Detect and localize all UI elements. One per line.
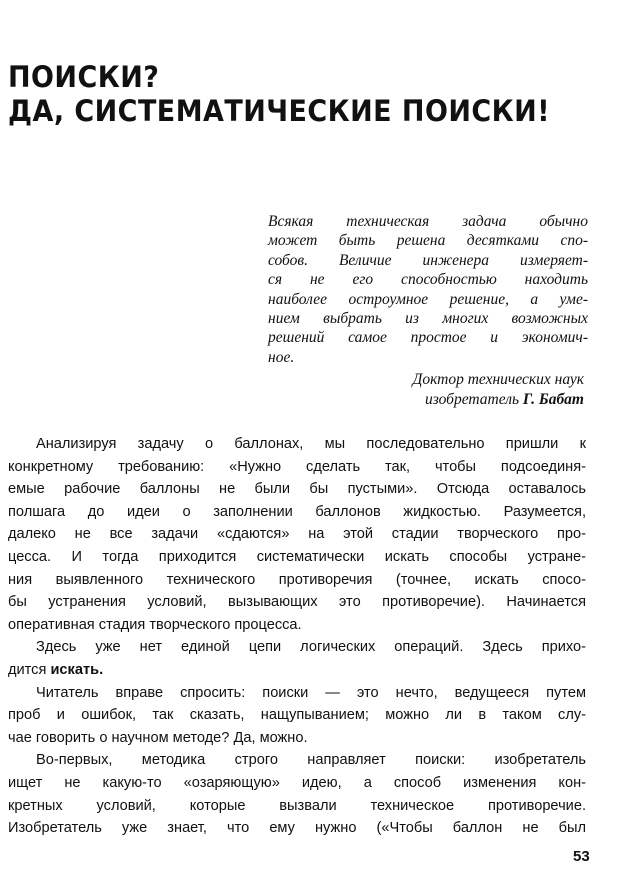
attribution-title: Доктор технических наук	[412, 371, 584, 388]
paragraph-line: Здесь уже нет единой цепи логических операций. Здесь прихо-	[36, 639, 586, 656]
page-number: 53	[573, 848, 590, 865]
paragraph-line: чае говорить о научном методе? Да, можно.	[8, 729, 308, 746]
epigraph-line: ся не его способностью находить	[268, 271, 588, 289]
body-text	[8, 433, 586, 840]
paragraph-line: цесса. И тогда приходится систематически искать способы устране-	[8, 548, 586, 565]
epigraph-line: Всякая техническая задача обычно	[268, 213, 588, 230]
epigraph-line: может быть решена десятками спо-	[268, 232, 588, 250]
paragraph-line: кретных условий, которые вызвали техническое противоречие.	[8, 797, 586, 814]
paragraph-line	[8, 659, 586, 682]
epigraph-line: собов. Величие инженера измеряет-	[268, 251, 588, 269]
paragraph-line: ищет не какую-то «озаряющую» идею, а способ изменения кон-	[8, 774, 586, 791]
attribution-name-line	[300, 390, 584, 410]
paragraph-line: проб и ошибок, так сказать, нащупыванием; можно ли в таком слу-	[8, 707, 586, 724]
paragraph-line: Читатель вправе спросить: поиски — это нечто, ведущееся путем	[36, 684, 586, 701]
paragraph-line: далеко не все задачи «сдаются» на этой стадии творческого про-	[8, 526, 586, 543]
chapter-title-line-1: ПОИСКИ?	[8, 60, 160, 94]
paragraph-line: конкретному требованию: «Нужно сделать так, чтобы подсоединя-	[8, 458, 586, 475]
chapter-title	[8, 60, 566, 128]
paragraph-line: Во-первых, методика строго направляет поиски: изобретатель	[36, 752, 586, 769]
attribution-author: Г. Бабат	[522, 390, 584, 408]
paragraph-line: оперативная стадия творческого процесса.	[8, 616, 302, 633]
paragraph-line: ния выявленного технического противоречия (точнее, искать спосо-	[8, 571, 586, 588]
paragraph-line: емые рабочие баллоны не были бы пустыми». Отсюда оставалось	[8, 481, 586, 498]
paragraph-line: бы устранения условий, вызывающих это противоречие). Начинается	[8, 594, 586, 611]
paragraph-line: полшага до идеи о заполнении баллонов жидкостью. Разумеется,	[8, 503, 586, 520]
paragraph-line: Анализируя задачу о баллонах, мы последовательно пришли к	[36, 436, 586, 452]
emphasis-text: искать.	[50, 661, 104, 678]
epigraph-attribution	[300, 370, 584, 409]
chapter-title-line-2: ДА, СИСТЕМАТИЧЕСКИЕ ПОИСКИ!	[8, 94, 550, 128]
epigraph-line: наиболее остроумное решение, а уме-	[268, 290, 588, 308]
paragraph-line: Изобретатель уже знает, что ему нужно («Чтобы баллон не был	[8, 820, 586, 837]
epigraph	[268, 212, 588, 367]
paragraph-text: дится	[8, 661, 47, 678]
epigraph-line: решений самое простое и экономич-	[268, 329, 588, 347]
epigraph-line: ное.	[268, 348, 295, 366]
attribution-role: изобретатель	[425, 390, 520, 408]
epigraph-line: нием выбрать из многих возможных	[268, 309, 588, 327]
